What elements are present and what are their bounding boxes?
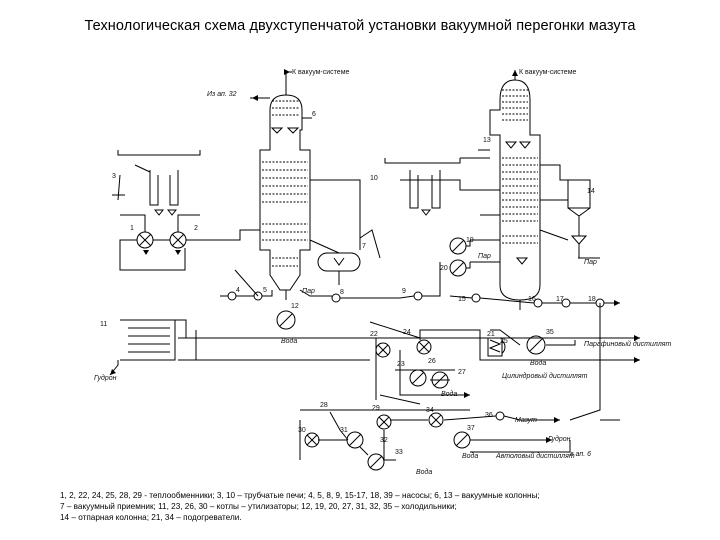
number-8: 8 <box>340 289 344 296</box>
number-9: 9 <box>402 288 406 295</box>
water-label-5: Вода <box>416 469 433 476</box>
boiler-11 <box>120 320 175 360</box>
number-15: 15 <box>458 296 466 303</box>
water-label-1: Вода <box>281 338 298 345</box>
pump-39 <box>496 412 504 420</box>
number-3: 3 <box>112 173 116 180</box>
steam-label-2: Пар <box>584 259 597 266</box>
heat-exchanger-22 <box>376 343 390 357</box>
number-35: 35 <box>546 329 554 336</box>
number-4: 4 <box>236 287 240 294</box>
number-20: 20 <box>440 265 448 272</box>
steam-label-3: Пар <box>302 288 315 295</box>
cooler-36 <box>454 432 470 448</box>
number-17: 17 <box>556 296 564 303</box>
number-6: 6 <box>312 111 316 118</box>
tar-label: Гудрон <box>548 436 571 443</box>
cooler-35 <box>527 336 545 354</box>
number-30: 30 <box>298 427 306 434</box>
number-19: 19 <box>466 237 474 244</box>
legend-line-3: 14 – отпарная колонна; 21, 34 – подогреватели. <box>60 513 242 523</box>
number-26: 26 <box>428 358 436 365</box>
number-24: 24 <box>403 329 411 336</box>
paraffin-distillate-label: Парафиновый дистиллят <box>584 341 672 348</box>
pump-8 <box>332 294 340 302</box>
number-32: 32 <box>380 437 388 444</box>
number-7: 7 <box>362 243 366 250</box>
steam-label-1: Пар <box>478 253 491 260</box>
cooler-20 <box>450 260 466 276</box>
number-28: 28 <box>320 402 328 409</box>
heat-exchanger-2 <box>170 232 186 248</box>
number-1: 1 <box>130 225 134 232</box>
number-22: 22 <box>370 331 378 338</box>
cooler-12 <box>277 311 295 329</box>
number-5: 5 <box>263 287 267 294</box>
vacuum-receiver-7 <box>310 240 360 285</box>
number-13: 13 <box>483 137 491 144</box>
vacuum-system-label-2: К вакуум-системе <box>519 69 577 76</box>
pump-15 <box>472 294 480 302</box>
number-14: 14 <box>587 188 595 195</box>
cylinder-distillate-label: Цилиндровый дистиллят <box>502 373 588 380</box>
pump-4 <box>228 292 236 300</box>
tube-furnace-10 <box>385 158 460 215</box>
number-31: 31 <box>340 427 348 434</box>
pump-9 <box>414 292 422 300</box>
number-25: 25 <box>500 338 508 345</box>
cooler-32 <box>347 432 363 448</box>
from-apparatus-32-label: Из ап. 32 <box>207 91 237 98</box>
heat-exchanger-34 <box>429 413 443 427</box>
number-36: 36 <box>485 412 493 419</box>
gudron-label: Гудрон <box>94 375 117 382</box>
number-34: 34 <box>426 407 434 414</box>
heat-exchanger-1 <box>137 232 153 248</box>
flow-arrows <box>110 69 640 443</box>
number-18: 18 <box>588 296 596 303</box>
number-21: 21 <box>487 331 495 338</box>
page-title: Технологическая схема двухступенчатой установки вакуумной перегонки мазута <box>84 18 636 34</box>
legend-line-1: 1, 2, 22, 24, 25, 28, 29 - теплообменники; 3, 10 – трубчатые печи; 4, 5, 8, 9, 15-17, 18, 39 – насосы; 6, 13 – вакуумные колонны; <box>60 491 540 500</box>
legend <box>60 490 700 524</box>
number-16: 16 <box>528 296 536 303</box>
number-10: 10 <box>370 175 378 182</box>
water-label-3: Вода <box>441 391 458 398</box>
heat-exchanger-28 <box>305 433 319 447</box>
number-33: 33 <box>395 449 403 456</box>
number-29: 29 <box>372 405 380 412</box>
vacuum-column-6 <box>250 72 312 300</box>
water-label-4: Вода <box>462 453 479 460</box>
heat-exchanger-29 <box>377 415 391 429</box>
number-37: 37 <box>467 425 475 432</box>
number-12: 12 <box>291 303 299 310</box>
number-23: 23 <box>397 361 405 368</box>
number-11: 11 <box>100 321 108 328</box>
cooler-19 <box>450 238 466 254</box>
autol-distillate-label: Автоловый дистиллят <box>496 453 575 460</box>
number-2: 2 <box>194 225 198 232</box>
cooler-33 <box>368 454 384 470</box>
vacuum-system-label-1: К вакуум-системе <box>292 69 350 76</box>
water-label-2: Вода <box>530 360 547 367</box>
legend-line-2: 7 – вакуумный приемник; 11, 23, 26, 30 – котлы – утилизаторы; 12, 19, 20, 27, 31, 32, 35 – холодильники; <box>60 502 457 512</box>
cooler-27 <box>410 370 426 386</box>
piping <box>110 150 640 460</box>
tube-furnace-3 <box>118 150 200 215</box>
number-27: 27 <box>458 369 466 376</box>
fuel-oil-label: Мазут <box>515 417 538 424</box>
equipment-numbers <box>100 111 596 456</box>
heat-exchanger-24 <box>417 340 431 354</box>
to-apparatus-6-label: в ап. 6 <box>570 451 592 458</box>
